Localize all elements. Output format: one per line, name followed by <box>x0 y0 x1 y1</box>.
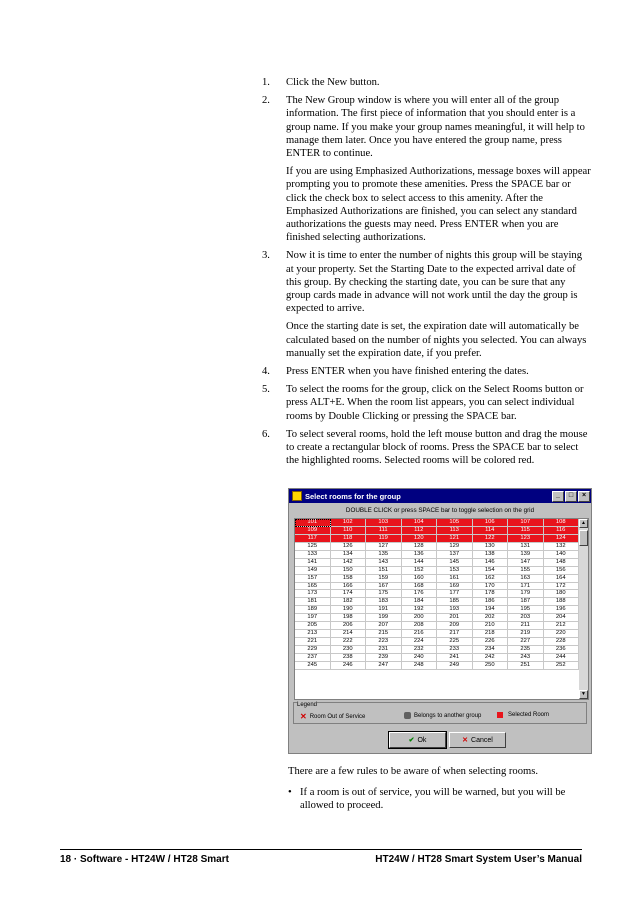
room-cell[interactable]: 216 <box>402 630 438 638</box>
room-cell[interactable]: 230 <box>331 646 367 654</box>
room-cell[interactable]: 155 <box>508 567 544 575</box>
step-1 <box>262 76 592 89</box>
room-cell[interactable]: 172 <box>544 583 580 591</box>
room-cell[interactable]: 110 <box>331 527 367 535</box>
step-text: To select several rooms, hold the left mouse button and drag the mouse to create a rectangular block of rooms. Press the SPACE bar to select the highlighted rooms. Selected rooms will be colored red. <box>286 428 588 467</box>
room-cell[interactable]: 101 <box>295 519 331 527</box>
room-cell[interactable]: 161 <box>437 575 473 583</box>
room-cell[interactable]: 202 <box>473 614 509 622</box>
room-cell[interactable]: 245 <box>295 662 331 670</box>
room-cell[interactable]: 143 <box>366 559 402 567</box>
room-cell[interactable]: 225 <box>437 638 473 646</box>
grid-row <box>295 519 579 527</box>
selected-swatch-icon <box>497 712 503 718</box>
room-cell[interactable]: 124 <box>544 535 580 543</box>
room-cell[interactable]: 178 <box>473 590 509 598</box>
dialog-instruction: DOUBLE CLICK or press SPACE bar to toggle selection on the grid <box>345 507 535 514</box>
room-cell[interactable]: 179 <box>508 590 544 598</box>
room-cell[interactable]: 211 <box>508 622 544 630</box>
room-cell[interactable]: 121 <box>437 535 473 543</box>
room-cell[interactable]: 250 <box>473 662 509 670</box>
select-rooms-dialog <box>288 488 592 754</box>
legend-title: Legend <box>297 702 318 708</box>
grid-row <box>295 575 579 583</box>
room-cell[interactable]: 154 <box>473 567 509 575</box>
room-cell[interactable]: 192 <box>402 606 438 614</box>
room-cell[interactable]: 183 <box>366 598 402 606</box>
room-cell[interactable]: 104 <box>402 519 438 527</box>
step-number: 5. <box>262 384 270 396</box>
room-cell[interactable]: 180 <box>544 590 580 598</box>
room-cell[interactable]: 220 <box>544 630 580 638</box>
ok-label: Ok <box>417 736 427 744</box>
grid-row <box>295 646 579 654</box>
room-cell[interactable]: 194 <box>473 606 509 614</box>
grid-row <box>295 551 579 559</box>
room-cell[interactable]: 138 <box>473 551 509 559</box>
room-cell[interactable]: 117 <box>295 535 331 543</box>
room-cell[interactable]: 208 <box>402 622 438 630</box>
after-text <box>288 765 588 813</box>
cancel-x-icon: ✕ <box>462 737 469 744</box>
rule-text: If a room is out of service, you will be warned, but you will be allowed to proceed. <box>300 787 566 812</box>
step-text: To select the rooms for the group, click on the Select Rooms button or press ALT+E. When the room list appears, you can select individual rooms by Double Clicking or pressing the SPACE bar. <box>286 384 584 422</box>
grid-row <box>295 527 579 535</box>
room-cell[interactable]: 249 <box>437 662 473 670</box>
maximize-icon[interactable]: □ <box>565 491 577 502</box>
room-cell[interactable]: 224 <box>402 638 438 646</box>
footer-rule <box>60 849 582 850</box>
app-icon <box>292 491 302 501</box>
room-cell[interactable]: 201 <box>437 614 473 622</box>
room-cell[interactable]: 137 <box>437 551 473 559</box>
room-cell[interactable]: 186 <box>473 598 509 606</box>
close-icon[interactable]: × <box>578 491 590 502</box>
room-cell[interactable]: 231 <box>366 646 402 654</box>
room-cell[interactable]: 105 <box>437 519 473 527</box>
room-cell[interactable]: 228 <box>544 638 580 646</box>
grid-row <box>295 535 579 543</box>
room-cell[interactable]: 152 <box>402 567 438 575</box>
room-cell[interactable]: 227 <box>508 638 544 646</box>
room-cell[interactable]: 175 <box>366 590 402 598</box>
step-4 <box>262 365 592 378</box>
room-cell[interactable]: 125 <box>295 543 331 551</box>
room-cell[interactable]: 159 <box>366 575 402 583</box>
room-cell[interactable]: 189 <box>295 606 331 614</box>
room-cell[interactable]: 244 <box>544 654 580 662</box>
step-3-note: Once the starting date is set, the expiration date will automatically be calculated based on the number of nights you selected. You can always manually set the expiration date, if you prefer. <box>286 321 587 359</box>
room-cell[interactable]: 171 <box>508 583 544 591</box>
room-cell[interactable]: 191 <box>366 606 402 614</box>
room-cell[interactable]: 157 <box>295 575 331 583</box>
room-cell[interactable]: 140 <box>544 551 580 559</box>
room-cell[interactable]: 135 <box>366 551 402 559</box>
room-cell[interactable]: 251 <box>508 662 544 670</box>
room-cell[interactable]: 248 <box>402 662 438 670</box>
minimize-icon[interactable]: _ <box>552 491 564 502</box>
room-cell[interactable]: 188 <box>544 598 580 606</box>
footer-right: HT24W / HT28 Smart System User’s Manual <box>375 854 582 865</box>
room-grid-cells <box>295 519 579 699</box>
room-cell[interactable]: 173 <box>295 590 331 598</box>
room-cell[interactable]: 107 <box>508 519 544 527</box>
room-cell[interactable]: 116 <box>544 527 580 535</box>
step-3 <box>262 249 592 315</box>
room-cell[interactable]: 112 <box>402 527 438 535</box>
room-cell[interactable]: 177 <box>437 590 473 598</box>
room-cell[interactable]: 114 <box>473 527 509 535</box>
room-cell[interactable]: 187 <box>508 598 544 606</box>
room-cell[interactable]: 236 <box>544 646 580 654</box>
rules-intro: There are a few rules to be aware of when selecting rooms. <box>288 766 539 777</box>
room-cell[interactable]: 146 <box>473 559 509 567</box>
room-cell[interactable]: 200 <box>402 614 438 622</box>
room-cell[interactable]: 232 <box>402 646 438 654</box>
room-cell[interactable]: 153 <box>437 567 473 575</box>
room-cell[interactable]: 128 <box>402 543 438 551</box>
step-text: Click the New button. <box>286 77 380 88</box>
step-number: 4. <box>262 366 270 378</box>
grid-row <box>295 630 579 638</box>
step-number: 2. <box>262 95 270 107</box>
grid-row <box>295 559 579 567</box>
room-cell[interactable]: 102 <box>331 519 367 527</box>
room-cell[interactable]: 168 <box>402 583 438 591</box>
room-cell[interactable]: 241 <box>437 654 473 662</box>
room-cell[interactable]: 127 <box>366 543 402 551</box>
room-cell[interactable]: 203 <box>508 614 544 622</box>
step-2 <box>262 94 592 160</box>
room-cell[interactable]: 130 <box>473 543 509 551</box>
room-cell[interactable]: 209 <box>437 622 473 630</box>
room-cell[interactable]: 139 <box>508 551 544 559</box>
room-cell[interactable]: 207 <box>366 622 402 630</box>
legend-label: Selected Room <box>508 712 550 718</box>
room-cell[interactable]: 111 <box>366 527 402 535</box>
room-cell[interactable]: 142 <box>331 559 367 567</box>
step-text: The New Group window is where you will enter all of the group information. The first piece of information that you should enter is a group name. If you make your group names meaningful, it will help to manage them later. Once you have entered the group name, press ENTER to continue. <box>286 95 585 160</box>
grid-row <box>295 662 579 670</box>
room-cell[interactable]: 190 <box>331 606 367 614</box>
room-cell[interactable]: 145 <box>437 559 473 567</box>
room-cell[interactable]: 234 <box>473 646 509 654</box>
footer-left: 18 · Software - HT24W / HT28 Smart <box>60 854 229 865</box>
legend <box>293 702 587 724</box>
room-cell[interactable]: 185 <box>437 598 473 606</box>
room-cell[interactable]: 214 <box>331 630 367 638</box>
room-cell[interactable]: 215 <box>366 630 402 638</box>
room-cell[interactable]: 198 <box>331 614 367 622</box>
rule-bullet <box>288 786 588 812</box>
cancel-label: Cancel <box>471 736 493 744</box>
room-cell[interactable]: 246 <box>331 662 367 670</box>
room-cell[interactable]: 240 <box>402 654 438 662</box>
group-icon <box>404 712 411 719</box>
room-cell[interactable]: 206 <box>331 622 367 630</box>
room-cell[interactable]: 166 <box>331 583 367 591</box>
step-5 <box>262 383 592 423</box>
room-cell[interactable]: 115 <box>508 527 544 535</box>
step-text: Now it is time to enter the number of nights this group will be staying at your property. Set the Starting Date to the expected arrival date of this group. By checking the starting date, you can be sure that any group cards made in advance will not work until the day the group is expected to arrive. <box>286 250 582 315</box>
room-cell[interactable]: 163 <box>508 575 544 583</box>
room-cell[interactable]: 218 <box>473 630 509 638</box>
legend-label: Belongs to another group <box>414 712 482 719</box>
room-cell[interactable]: 122 <box>473 535 509 543</box>
room-cell[interactable]: 219 <box>508 630 544 638</box>
room-cell[interactable]: 150 <box>331 567 367 575</box>
step-6 <box>262 428 592 468</box>
room-cell[interactable]: 229 <box>295 646 331 654</box>
room-cell[interactable]: 147 <box>508 559 544 567</box>
room-cell[interactable]: 233 <box>437 646 473 654</box>
step-number: 6. <box>262 428 270 440</box>
room-cell[interactable]: 184 <box>402 598 438 606</box>
dialog-title: Select rooms for the group <box>305 491 401 501</box>
legend-another-group <box>404 712 481 719</box>
instruction-steps <box>262 76 592 472</box>
room-cell[interactable]: 237 <box>295 654 331 662</box>
room-cell[interactable]: 205 <box>295 622 331 630</box>
legend-label: Room Out of Service <box>309 713 366 720</box>
room-cell[interactable]: 213 <box>295 630 331 638</box>
room-cell[interactable]: 141 <box>295 559 331 567</box>
room-cell[interactable]: 223 <box>366 638 402 646</box>
room-cell[interactable]: 158 <box>331 575 367 583</box>
room-cell[interactable]: 212 <box>544 622 580 630</box>
vertical-scrollbar[interactable] <box>579 519 588 699</box>
room-cell[interactable]: 238 <box>331 654 367 662</box>
room-cell[interactable]: 113 <box>437 527 473 535</box>
room-cell[interactable]: 120 <box>402 535 438 543</box>
room-cell[interactable]: 162 <box>473 575 509 583</box>
grid-row <box>295 598 579 606</box>
room-cell[interactable]: 210 <box>473 622 509 630</box>
step-2-note: If you are using Emphasized Authorizations, message boxes will appear prompting you to promote these amenities. Press the SPACE bar or click the check box to select access to this amenity. After the Emphasized Authorizations are finished, you can select any standard authorizations the guests may need. Press ENTER when you are finished selecting authorizations. <box>286 166 591 244</box>
cancel-button[interactable] <box>449 732 506 748</box>
room-cell[interactable]: 160 <box>402 575 438 583</box>
room-cell[interactable]: 133 <box>295 551 331 559</box>
ok-button[interactable] <box>389 732 446 748</box>
room-cell[interactable]: 239 <box>366 654 402 662</box>
bullet-icon: • <box>288 787 292 799</box>
page-footer <box>60 854 582 865</box>
room-grid <box>294 518 589 700</box>
room-cell[interactable]: 195 <box>508 606 544 614</box>
grid-row <box>295 638 579 646</box>
legend-out-of-service <box>300 712 365 721</box>
room-cell[interactable]: 167 <box>366 583 402 591</box>
room-cell[interactable]: 131 <box>508 543 544 551</box>
scroll-thumb[interactable] <box>579 530 588 546</box>
room-cell[interactable]: 170 <box>473 583 509 591</box>
room-cell[interactable]: 181 <box>295 598 331 606</box>
room-cell[interactable]: 174 <box>331 590 367 598</box>
room-cell[interactable]: 119 <box>366 535 402 543</box>
room-cell[interactable]: 199 <box>366 614 402 622</box>
room-cell[interactable]: 149 <box>295 567 331 575</box>
room-cell[interactable]: 144 <box>402 559 438 567</box>
room-cell[interactable]: 197 <box>295 614 331 622</box>
scroll-up-icon[interactable]: ▲ <box>579 519 588 528</box>
grid-row <box>295 654 579 662</box>
room-cell[interactable]: 242 <box>473 654 509 662</box>
grid-row <box>295 590 579 598</box>
room-cell[interactable]: 132 <box>544 543 580 551</box>
room-cell[interactable]: 169 <box>437 583 473 591</box>
room-cell[interactable]: 243 <box>508 654 544 662</box>
scroll-down-icon[interactable]: ▼ <box>579 690 588 699</box>
dialog-titlebar[interactable] <box>289 489 591 503</box>
room-cell[interactable]: 176 <box>402 590 438 598</box>
grid-row <box>295 543 579 551</box>
room-cell[interactable]: 156 <box>544 567 580 575</box>
room-cell[interactable]: 108 <box>544 519 580 527</box>
room-cell[interactable]: 123 <box>508 535 544 543</box>
grid-row <box>295 614 579 622</box>
room-cell[interactable]: 103 <box>366 519 402 527</box>
room-cell[interactable]: 109 <box>295 527 331 535</box>
grid-row <box>295 606 579 614</box>
room-cell[interactable]: 235 <box>508 646 544 654</box>
room-cell[interactable]: 226 <box>473 638 509 646</box>
room-cell[interactable]: 129 <box>437 543 473 551</box>
room-cell[interactable]: 118 <box>331 535 367 543</box>
room-cell[interactable]: 126 <box>331 543 367 551</box>
step-number: 3. <box>262 250 270 262</box>
room-cell[interactable]: 252 <box>544 662 580 670</box>
grid-row <box>295 622 579 630</box>
legend-selected <box>497 712 549 718</box>
step-text: Press ENTER when you have finished entering the dates. <box>286 366 529 378</box>
room-cell[interactable]: 151 <box>366 567 402 575</box>
room-cell[interactable]: 136 <box>402 551 438 559</box>
check-icon: ✔ <box>408 737 415 744</box>
room-cell[interactable]: 193 <box>437 606 473 614</box>
grid-row <box>295 583 579 591</box>
room-cell[interactable]: 217 <box>437 630 473 638</box>
room-cell[interactable]: 134 <box>331 551 367 559</box>
room-cell[interactable]: 221 <box>295 638 331 646</box>
room-cell[interactable]: 148 <box>544 559 580 567</box>
room-cell[interactable]: 222 <box>331 638 367 646</box>
room-cell[interactable]: 165 <box>295 583 331 591</box>
room-cell[interactable]: 182 <box>331 598 367 606</box>
room-cell[interactable]: 247 <box>366 662 402 670</box>
step-number: 1. <box>262 77 270 88</box>
grid-row <box>295 567 579 575</box>
room-cell[interactable]: 164 <box>544 575 580 583</box>
room-cell[interactable]: 204 <box>544 614 580 622</box>
room-cell[interactable]: 106 <box>473 519 509 527</box>
out-of-service-icon: ✕ <box>300 712 307 721</box>
room-cell[interactable]: 196 <box>544 606 580 614</box>
